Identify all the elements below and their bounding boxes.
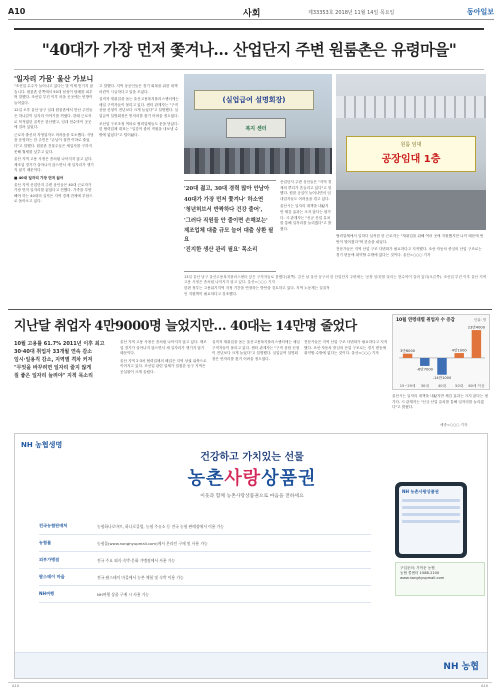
article1-column-1: [14, 84, 94, 306]
pull-quote-line: '20대 젊고, 30대 경력 많아 안남아: [184, 186, 270, 192]
ad-footer-brand: NH 농협: [443, 662, 479, 672]
paragraph: 고 말했다. 지역 상공인들은 경기 회복을 위한 대책 마련이 시급하다고 입을 모았다.: [99, 84, 178, 94]
paragraph: 울산 지역 고용 사정은 좀처럼 나아지지 않고 있다. 제조업 경기가 살아나지 않으면서 새 일자리가 생기지 않기 때문이다.: [14, 157, 94, 173]
ad-phone-screen: [399, 486, 463, 554]
employment-chart: [392, 314, 490, 390]
paragraph: 협력업체에서 일하다 실직한 한 근로자는 "재취업을 위해 여러 곳에 지원했지만 나이 때문에 번번이 떨어졌다"며 한숨을 쉬었다.: [336, 234, 484, 244]
ad-row-label: 외부가맹점: [39, 557, 60, 562]
ad-row-label: NH여행: [39, 591, 55, 596]
lead-line: 질 좋은 일자리 늘려야" 지적 목소리: [14, 373, 93, 379]
paragraph: 전문가들은 지역 산업 구조 다변화가 필요하다고 지적했다. 조선·자동차 중심의 산업 구조로는 경기 변동에 취약할 수밖에 없다는 것이다. 울산=○○○ 기자: [304, 340, 388, 356]
ad-logo: NH 농협생명: [21, 441, 63, 449]
paragraph: 산업단지 주변 상인들은 "지역 경제의 뿌리가 흔들리고 있다"고 말했다. 원룸 공실이 늘어나면서 임대업자들도 어려움을 겪고 있다.: [280, 180, 332, 201]
ad-row-desc: 농협몰(www.nonghyupmall.com)에서 온라인 구매 및 사용 가능: [97, 540, 208, 546]
article1-column-5: [336, 234, 486, 272]
chart-value-label: -6만7000: [416, 367, 433, 372]
banner-big-text: 공장임대 1층: [381, 154, 441, 165]
article1-headline: "40대가 가장 먼저 쫓겨나… 산업단지 주변 원룸촌은 유령마을": [14, 28, 484, 70]
ad-row: [39, 518, 371, 535]
pull-quote-line: '진지한 생산 관리 필요' 목소리: [184, 247, 258, 253]
ad-row-desc: NH여행 상품 구매 시 사용 가능: [97, 591, 150, 597]
article2-lead: [14, 340, 104, 380]
chart-category-label: 50대: [455, 384, 464, 388]
section-divider: [8, 309, 492, 310]
chart-bar: [437, 358, 446, 375]
paragraph: 근로자 출신의 자영업자도 어려움을 호소했다. 식당을 운영하는 한 주민은 "손님이 절반 이하로 줄었다"고 말했다. 원룸촌 건물주들은 세입자를 구하지 못해 월세를 낮추고 있다.: [14, 132, 94, 154]
page-footer-rule: [8, 682, 492, 683]
pull-quote-line: 40대가 가장 먼저 쫓겨나' 하소연: [184, 196, 264, 203]
ad-title-part: 상품권: [261, 468, 317, 489]
ad-row: [39, 586, 371, 603]
ad-phone-line: [402, 513, 460, 516]
ad-contact-link[interactable]: www.nonghyupmall.com: [400, 576, 445, 581]
photo-job-center: [184, 74, 332, 174]
ad-contact-box: [395, 562, 485, 596]
paragraph: "조선업 수주가 늘어나고 있다는 말 이제 믿기지 않습니다. 원룸촌 한쪽에서 50대 남성이 담배를 피우며 말했다. 조선업 부진 이후 마을 곳곳에는 빈방이 늘어갔다.: [14, 84, 94, 105]
photo-ground: [336, 190, 486, 230]
article2-column-1: [120, 340, 208, 424]
ad-slogan: 건강하고 가치있는 선물: [200, 452, 304, 463]
ad-row-label: 농협몰: [39, 540, 52, 545]
issue-date: 제33353호 2018년 11월 14일 목요일: [308, 10, 395, 16]
newspaper-brand: 동아일보: [466, 8, 494, 16]
chart-bar: [454, 353, 463, 358]
paragraph: 전문가들은 지역 산업 구조 다변화가 필요하다고 지적했다. 조선·자동차 중심의 산업 구조로는 경기 변동에 취약할 수밖에 없다는 것이다. 울산=○○○ 기자: [336, 247, 482, 257]
ad-phone-image: [395, 482, 467, 558]
ad-footer: [15, 652, 488, 678]
paragraph: 울산시는 일자리 대책을 내놨지만 체감 효과는 크지 않다는 평가다. 시 관계자는 "신규 산업 유치를 통해 일자리를 늘리겠다"고 밝혔다.: [280, 204, 332, 231]
chart-category-label: 30대: [420, 384, 429, 388]
article2-byline: 세종=○○○ 기자: [440, 423, 468, 427]
banner-small-text: 원룸 임대: [400, 142, 422, 148]
ad-row: [39, 552, 371, 569]
photo-sign: (실업급여 설명회장): [194, 90, 314, 110]
ad-phone-line: [402, 520, 460, 523]
article1-column-2: [99, 84, 179, 306]
page-number: A10: [8, 7, 26, 16]
ad-row-label: 팜스테이 마을: [39, 574, 65, 579]
paragraph: 울산시는 일자리 대책을 내놨지만 체감 효과는 크지 않다는 평가다. 시 관계자는 "신규 산업 유치를 통해 일자리를 늘리겠다"고 밝혔다.: [392, 394, 488, 410]
pull-quote-line: '청년허브서 반짝하다 건강 줄어',: [184, 207, 263, 213]
ad-title-part: 농촌: [187, 468, 225, 489]
paragraph: 울산 지역 고용 사정은 좀처럼 나아지지 않고 있다. 제조업 경기가 살아나지 않으면서 새 일자리가 생기지 않기 때문이다.: [120, 340, 207, 356]
chart-value-label: 23만4000: [467, 325, 486, 330]
chart-category-label: 40대: [437, 384, 447, 388]
paragraph: 한편 정부는 고용위기지역 지정 기간을 연장하는 방안을 검토하고 있다. 지역 노동계는 실질적인 지원책이 필요하다고 강조했다.: [184, 286, 330, 296]
footer-page-number: A10: [12, 684, 20, 688]
lead-line: 30·40대 취업자 33개월 연속 감소: [14, 349, 93, 355]
section-bullet: ■ 40대 일자리 가장 먼저 잃어: [14, 175, 64, 180]
pull-quote-line: '그러다 직원들 안 줄이면 손해보는': [184, 217, 268, 224]
chart-title: 10월 연령대별 취업자 수 증감: [396, 318, 455, 323]
page-header: [8, 6, 494, 20]
photo-banner: [346, 136, 476, 172]
photo-building: 복지 센터: [226, 118, 286, 138]
lead-line: 10월 고용률 61.7% 2011년 이후 최고: [14, 341, 105, 347]
chart-unit: 단위: 명: [473, 318, 486, 322]
ad-title-highlight: 사랑: [224, 468, 262, 489]
ad-row-desc: 전국 주요 외식·숙박·문화 가맹점에서 사용 가능: [97, 557, 176, 563]
ad-phone-header: NH 농촌사랑상품권: [402, 489, 439, 494]
chart-category-label: 15~29세: [399, 384, 416, 388]
pull-quote-line: 제조업체 대출 규모 늘어 대출 상환 필요: [184, 228, 274, 243]
lead-line: "무엇을 바꾸려면 일자리 줄지 않게: [14, 365, 92, 371]
footer-code: A10: [480, 684, 488, 688]
chart-bar: [403, 354, 412, 358]
ad-row-label: 전국농협판매처: [39, 523, 68, 528]
paragraph: 울산 지역 산업단지 주변 상인들은 40대 근로자가 가장 먼저 일자리를 잃었다고 전했다. 가족을 부양해야 하는 40대의 실직은 지역 경제 전체에 부담으로 돌아오고 있다.: [14, 182, 93, 204]
advertisement[interactable]: [14, 433, 488, 679]
chart-bar: [420, 358, 429, 366]
ad-phone-line: [402, 499, 460, 502]
ad-contact-line: 구입문의: 가까운 농협: [400, 566, 435, 570]
ad-row-desc: 농협하나로마트, 하나로클럽, 농협 주유소 등 전국 농협 판매장에서 이용 가능: [97, 523, 224, 529]
ad-row: [39, 569, 371, 586]
chart-category-label: 60세 이상: [468, 384, 485, 388]
photo-caption: 13일 울산 남구 울산고용복지플러스센터 앞은 구직자들로 붐볐다(왼쪽). 같은 날 울산 동구의 한 산업단지 주변에는 '공장 임대'를 알리는 현수막이 걸려 있다(오른쪽). 조선업 부진 이후 울산 지역 고용 사정은 좀처럼 나아지지 않고 있다. 울산=○○○ 기자: [184, 275, 487, 285]
photo-factory-banner: [336, 74, 486, 230]
article1-subhead: '일자리 가뭄' 울산 가보니: [14, 75, 94, 83]
paragraph: 12일 오후 울산 남구 일대 원룸촌에서 만난 주민들은 하나같이 일자리 이야기를 꺼냈다. 한때 근로자로 북적였던 골목은 한산했고, 임대 현수막이 곳곳에 걸려 있었다.: [14, 108, 93, 130]
ad-phone-line: [402, 506, 460, 509]
paragraph: 조선업 구조조정 여파로 협력업체들도 문을 닫았다. 한 협력업체 대표는 "일감이 줄어 직원을 내보낼 수밖에 없었다"고 털어놨다.: [99, 121, 179, 137]
chart-value-label: 3만6000: [400, 349, 416, 354]
ad-row: [39, 535, 371, 552]
chart-plot: [393, 315, 491, 391]
article1-column-4: [184, 286, 330, 306]
section-title: 사회: [243, 9, 261, 19]
ad-subtitle: 이웃과 함께 농촌사랑상품권으로 마음을 전하세요: [200, 494, 304, 499]
chart-value-label: 4만1000: [451, 348, 467, 353]
chart-value-label: -14만1000: [432, 376, 452, 381]
pull-quote: [184, 180, 276, 272]
paragraph: 울산 지역 2·3차 협력업체의 폐업은 지역 상권 위축으로 이어지고 있다. 조선업 관련 업체가 밀집한 동구 지역은 공실률이 크게 올랐다.: [120, 358, 207, 374]
article1-column-3: [280, 180, 332, 272]
paragraph: 실직자 재취업을 돕는 울산고용복지플러스센터에는 매일 구직자들이 몰리고 있다. 센터 관계자는 "구직 상담 신청이 전년보다 크게 늘었다"고 설명했다. 실업급여 설명회장은 빈자리를 찾기 어려울 정도였다.: [99, 97, 179, 118]
article2-column-4: [392, 394, 490, 422]
photo-crowd: [184, 148, 332, 174]
chart-bar: [472, 330, 481, 358]
ad-usage-table: [39, 518, 371, 603]
article2-headline: 지난달 취업자 4만9000명 늘었지만… 40대는 14만명 줄었다: [14, 319, 357, 334]
ad-contact-line: 농협 콜센터 1588-2100: [400, 571, 440, 576]
article2-column-3: [304, 340, 388, 424]
article2-column-2: [212, 340, 300, 424]
photo-building-facade: [336, 96, 486, 118]
lead-line: 임시·일용직 감소, 지역별 격차 커져: [14, 357, 93, 363]
paragraph: 실직자 재취업을 돕는 울산고용복지플러스센터에는 매일 구직자들이 몰리고 있다. 센터 관계자는 "구직 상담 신청이 전년보다 크게 늘었다"고 설명했다. 실업급여 설명회장은 빈자리를 찾기 어려울 정도였다.: [212, 340, 300, 361]
ad-row-desc: 전국 팜스테이 마을에서 농촌 체험 및 숙박 이용 가능: [97, 574, 184, 580]
